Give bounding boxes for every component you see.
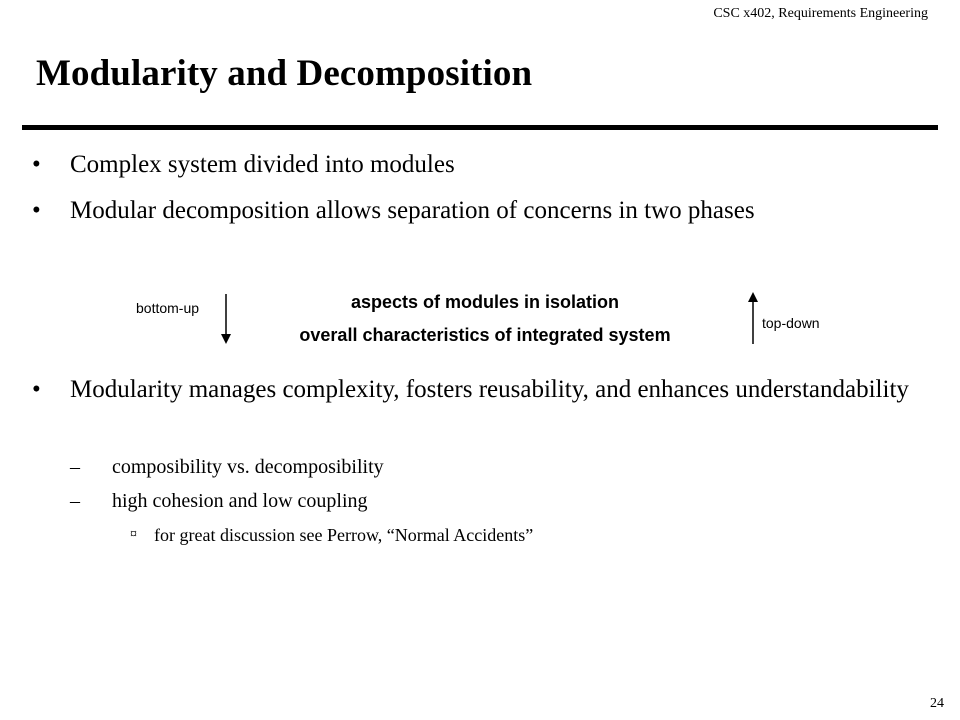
- down-arrow-icon: [220, 294, 232, 346]
- sub-bullet-text: high cohesion and low coupling: [112, 490, 368, 512]
- subsub-bullet-item: [130, 523, 533, 547]
- up-arrow-icon: [747, 292, 759, 344]
- top-down-label: top-down: [762, 315, 820, 331]
- sub-bullet-item: [70, 454, 384, 480]
- course-header: CSC x402, Requirements Engineering: [713, 6, 928, 21]
- sub-bullet-text: composibility vs. decomposibility: [112, 456, 384, 478]
- sub-bullet-dash: –: [70, 456, 80, 478]
- bullet-text: Modular decomposition allows separation of concerns in two phases: [70, 197, 755, 224]
- bottom-up-label: bottom-up: [136, 300, 200, 316]
- bullet-item: [32, 373, 922, 407]
- bullet-item: [32, 148, 922, 182]
- bullet-text: Complex system divided into modules: [70, 151, 455, 178]
- subsub-bullet-text: for great discussion see Perrow, “Normal Accidents”: [154, 525, 534, 545]
- sub-bullet-dash: –: [70, 490, 80, 512]
- slide-title: Modularity and Decomposition: [36, 53, 533, 94]
- sub-bullet-item: [70, 488, 368, 514]
- title-divider: [22, 125, 938, 130]
- subsub-bullet-mark: ¤: [130, 527, 137, 542]
- bullet-item: [32, 194, 922, 228]
- integration-text: overall characteristics of integrated system: [299, 325, 671, 345]
- bullet-text: Modularity manages complexity, fosters reusability, and enhances understandability: [70, 376, 909, 403]
- bullet-dot: •: [32, 151, 41, 178]
- isolation-text: aspects of modules in isolation: [350, 292, 620, 312]
- page-number: 24: [930, 696, 944, 711]
- bullet-dot: •: [32, 197, 41, 224]
- bullet-dot: •: [32, 376, 41, 403]
